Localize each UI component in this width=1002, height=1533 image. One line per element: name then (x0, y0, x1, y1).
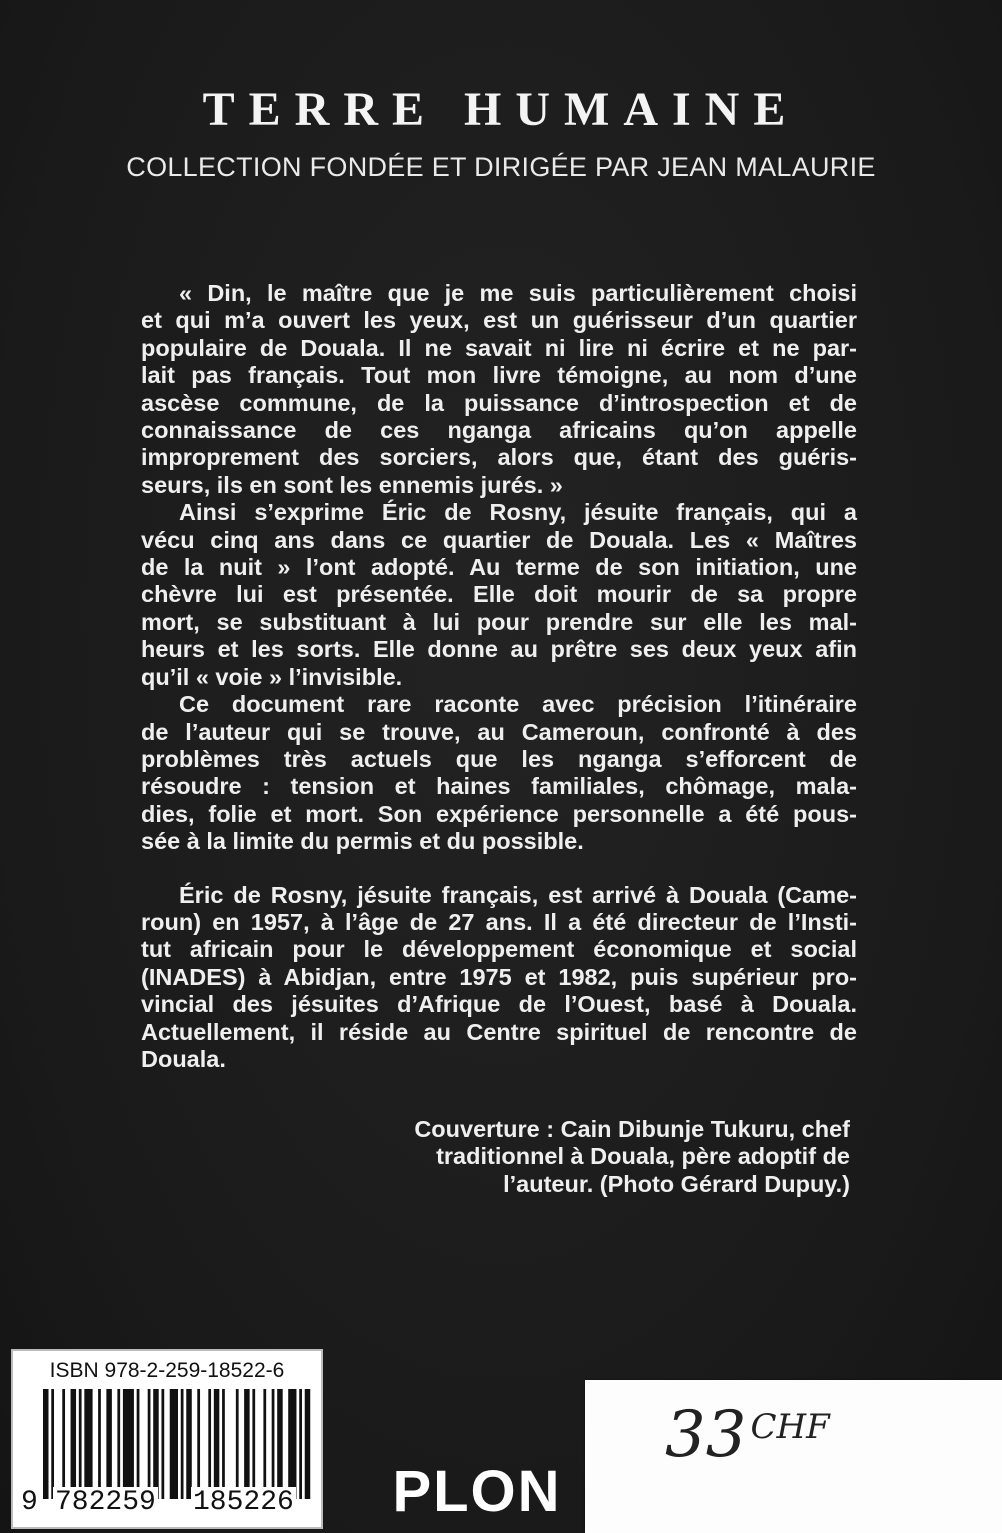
barcode-bar (277, 1389, 283, 1499)
text-line: improprement des sorciers, alors que, étant des guéris- (141, 444, 857, 471)
text-line: roun) en 1957, à l’âge de 27 ans. Il a été directeur de l’Insti- (141, 908, 857, 935)
text-line: Douala. (141, 1045, 226, 1072)
blurb-text (141, 280, 857, 1073)
barcode-bar (236, 1389, 239, 1499)
barcode-bar (79, 1389, 82, 1499)
text-line: seurs, ils en sont les ennemis jurés. » (141, 471, 563, 498)
author-bio (141, 882, 857, 1074)
barcode-bar (288, 1389, 296, 1499)
barcode-bar (272, 1389, 275, 1499)
barcode-bar (123, 1389, 134, 1499)
text-line: dies, folie et mort. Son expérience personnelle a été pous- (141, 800, 857, 827)
credit-line: Couverture : Cain Dibunje Tukuru, chef (414, 1116, 850, 1142)
barcode-bar (71, 1389, 77, 1499)
barcode-bar (117, 1389, 120, 1499)
collection-title: TERRE HUMAINE (202, 83, 800, 136)
collection-subtitle: COLLECTION FONDÉE ET DIRIGÉE PAR JEAN MALAURIE (126, 152, 876, 182)
text-line: de la nuit » l’ont adopté. Au terme de son initiation, une (141, 554, 857, 581)
text-line: « Din, le maître que je me suis particulièrement choisi (179, 280, 857, 306)
barcode-bar (153, 1389, 159, 1499)
paragraph-gap (141, 856, 857, 882)
price-sticker (585, 1380, 1002, 1533)
cover-credit (370, 1116, 850, 1198)
text-line: mort, se substituant à lui pour prendre sur elle les mal- (141, 608, 857, 635)
price-currency: CHF (750, 1407, 830, 1447)
barcode-label (11, 1349, 323, 1529)
text-line: Actuellement, il réside au Centre spirituel de rencontre de (141, 1018, 857, 1045)
text-line: ascèse commune, de la puissance d’introspection et de (141, 389, 857, 416)
barcode-bar (197, 1389, 200, 1499)
isbn-number: ISBN 978-2-259-18522-6 (49, 1359, 285, 1382)
paragraph (141, 691, 857, 855)
text-line: lait pas français. Tout mon livre témoigne, au nom d’une (141, 362, 857, 389)
barcode-bar (222, 1389, 225, 1499)
barcode-bar (62, 1389, 65, 1499)
text-line: tut africain pour le développement économique et social (141, 936, 857, 963)
paragraph (141, 499, 857, 691)
price-amount: 33 (665, 1398, 747, 1472)
text-line: connaissance de ces nganga africains qu’on appelle (141, 417, 857, 444)
barcode-bar (148, 1389, 151, 1499)
barcode-bar (43, 1389, 49, 1499)
barcode-bar (98, 1389, 101, 1499)
text-line: (INADES) à Abidjan, entre 1975 et 1982, puis supérieur pro- (141, 963, 857, 990)
barcode-bars (43, 1389, 313, 1499)
barcode-bar (186, 1389, 192, 1499)
text-line: qu’il « voie » l’invisible. (141, 663, 403, 690)
text-line: Ainsi s’exprime Éric de Rosny, jésuite français, qui a (179, 499, 857, 526)
barcode-bar (305, 1389, 311, 1499)
barcode-bar (181, 1389, 184, 1499)
text-line: et qui m’a ouvert les yeux, est un guérisseur d’un quartier (141, 307, 857, 334)
barcode-bar (252, 1389, 255, 1499)
ean-group-left: 782259 (55, 1487, 156, 1518)
text-line: vincial des jésuites d’Afrique de l’Ouest, basé à Douala. (141, 991, 857, 1018)
text-line: problèmes très actuels que les nganga s’efforcent de (141, 745, 857, 772)
barcode-bar (208, 1389, 211, 1499)
barcode-bar (214, 1389, 220, 1499)
publisher-logo: PLON (392, 1459, 562, 1524)
barcode-bar (51, 1389, 54, 1499)
barcode-bar (299, 1389, 302, 1499)
barcode-bar (263, 1389, 266, 1499)
barcode-bar (137, 1389, 140, 1499)
barcode-bar (161, 1389, 164, 1499)
credit-line: traditionnel à Douala, père adoptif de (436, 1143, 850, 1170)
text-line: résoudre : tension et haines familiales, chômage, mala- (141, 773, 857, 800)
barcode-bar (244, 1389, 250, 1499)
text-line: chèvre lui est présentée. Elle doit mourir de sa propre (141, 581, 857, 608)
text-line: heurs et les sorts. Elle donne au prêtre ses deux yeux afin (141, 636, 857, 663)
paragraph (141, 280, 857, 499)
text-line: vécu cinq ans dans ce quartier de Douala. Les « Maîtres (141, 526, 857, 553)
handwritten-price (665, 1398, 830, 1472)
barcode-bar (170, 1389, 178, 1499)
ean-group-right: 185226 (193, 1487, 294, 1518)
credit-line: l’auteur. (Photo Gérard Dupuy.) (503, 1170, 850, 1197)
text-line: sée à la limite du permis et du possible. (141, 828, 584, 855)
barcode-bar (84, 1389, 92, 1499)
text-line: de l’auteur qui se trouve, au Cameroun, confronté à des (141, 718, 857, 745)
text-line: Ce document rare raconte avec précision l’itinéraire (179, 691, 857, 718)
barcode-bar (106, 1389, 112, 1499)
text-line: Éric de Rosny, jésuite français, est arrivé à Douala (Came- (179, 881, 857, 908)
text-line: populaire de Douala. Il ne savait ni lire ni écrire et ne par- (141, 334, 857, 361)
ean-lead-digit: 9 (21, 1487, 38, 1518)
